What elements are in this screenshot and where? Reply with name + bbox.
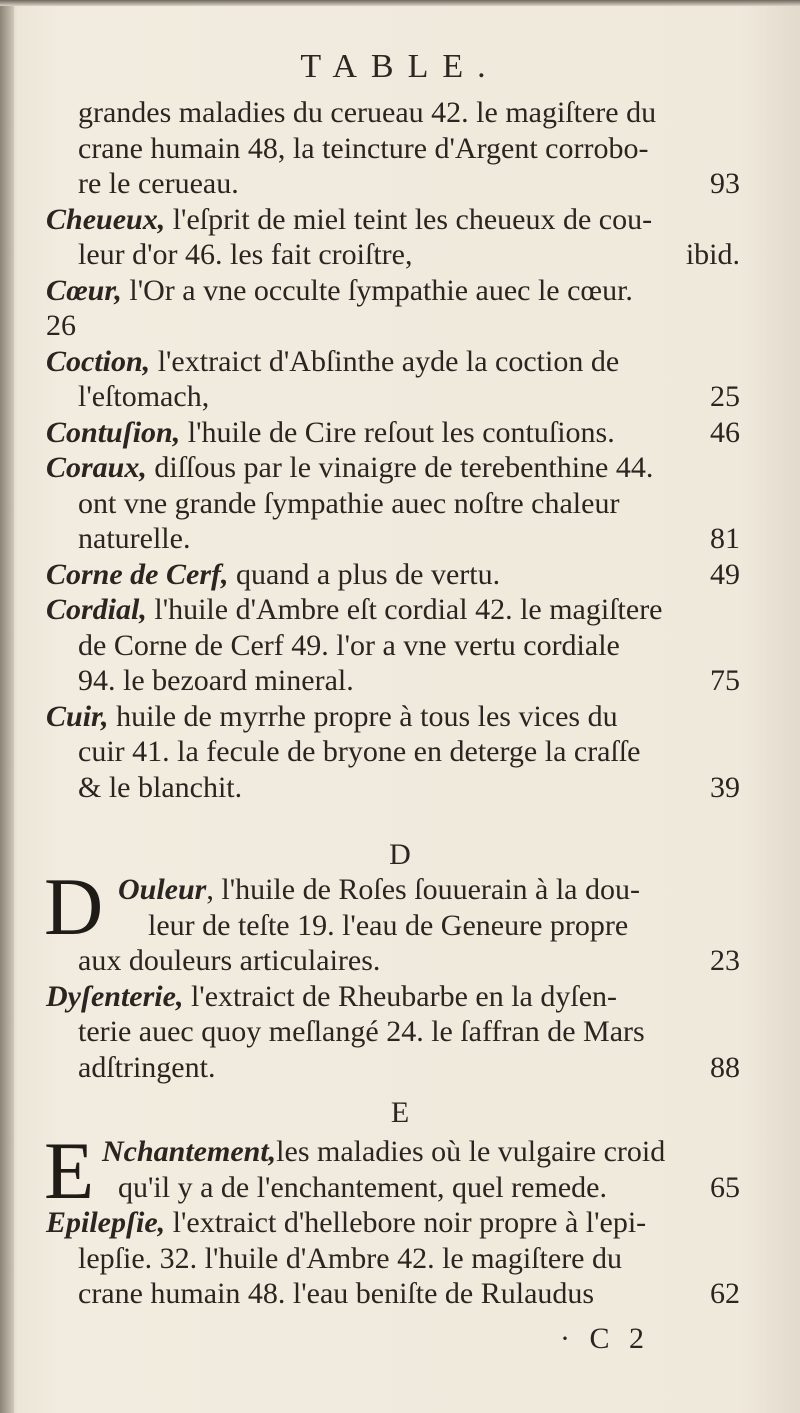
- page-ref: 23: [710, 944, 740, 977]
- headword: Corne de Cerf,: [46, 557, 229, 591]
- headword: Coction,: [46, 344, 151, 378]
- index-line: naturelle. 81: [78, 522, 740, 555]
- index-line: Cœur, l'Or a vne occulte ſympathie auec le cœur.: [46, 273, 633, 307]
- section-letter-e: E: [390, 1096, 410, 1129]
- index-line: ont vne grande ſympathie auec noſtre chaleur: [78, 486, 620, 520]
- page-top-edge: [0, 0, 800, 6]
- section-letter-d: D: [389, 838, 411, 871]
- index-line: terie auec quoy meſlangé 24. le ſaffran de Mars: [78, 1015, 645, 1048]
- page-ref: 81: [710, 522, 740, 555]
- index-line: [46, 308, 740, 344]
- index-line: aux douleurs articulaires. 23: [78, 944, 740, 977]
- headword: Coraux,: [46, 451, 147, 484]
- index-block-e: [46, 1134, 740, 1312]
- headword: Contuſion,: [46, 415, 181, 449]
- index-line: Dyſenterie, l'extraict de Rheubarbe en la dyſen-: [46, 979, 618, 1013]
- page-ref: 46: [710, 415, 740, 449]
- index-block-top: [46, 95, 740, 805]
- page-ref: 49: [710, 557, 740, 591]
- index-block-d: [46, 872, 740, 1085]
- signature-mark: · C 2: [560, 1322, 650, 1355]
- page-ref: 25: [710, 380, 740, 413]
- dropcap-e: E: [44, 1125, 95, 1216]
- page-ref: 62: [710, 1277, 740, 1310]
- index-line: adſtringent. 88: [78, 1050, 740, 1084]
- spine-shadow: [0, 0, 14, 1413]
- page-ref: 39: [710, 770, 740, 804]
- page-ref: 93: [710, 167, 740, 200]
- page-ref: 26: [46, 309, 76, 342]
- index-line: crane humain 48, la teincture d'Argent corrobo-: [78, 131, 649, 165]
- index-line: Nchantement,les maladies où le vulgaire croid: [102, 1135, 666, 1168]
- index-line: Epilepſie, l'extraict d'hellebore noir propre à l'epi-: [46, 1206, 647, 1239]
- page-ref: 65: [710, 1170, 740, 1204]
- index-line: leur d'or 46. les fait croiſtre, ibid.: [78, 238, 740, 271]
- running-header: TABLE.: [300, 48, 500, 85]
- index-line: 94. le bezoard mineral. 75: [78, 664, 740, 697]
- page-ref: 75: [710, 664, 740, 697]
- headword: Cordial,: [46, 593, 147, 626]
- index-line: cuir 41. la fecule de bryone en deterge la craſſe: [78, 735, 641, 768]
- index-line: & le blanchit. 39: [78, 770, 740, 804]
- index-line: de Corne de Cerf 49. l'or a vne vertu cordiale: [78, 628, 620, 662]
- headword: Cuir,: [46, 699, 109, 733]
- headword: Nchantement,: [102, 1135, 277, 1168]
- index-line: crane humain 48. l'eau beniſte de Rulaudus 62: [78, 1277, 740, 1310]
- index-line: grandes maladies du cerueau 42. le magiſtere du: [78, 96, 657, 129]
- headword: Ouleur: [118, 873, 207, 906]
- headword: Cheueux,: [46, 202, 166, 236]
- index-line: Cuir, huile de myrrhe propre à tous les vices du: [46, 699, 618, 733]
- headword: Dyſenterie,: [46, 979, 184, 1013]
- index-line: Cheueux, l'eſprit de miel teint les cheueux de cou-: [46, 202, 653, 236]
- headword: Epilepſie,: [46, 1206, 166, 1239]
- page-ref: 88: [710, 1050, 740, 1084]
- index-line: Coction, l'extraict d'Abſinthe ayde la coction de: [46, 344, 620, 378]
- index-line: l'eſtomach, 25: [78, 380, 740, 413]
- index-line: Cordial, l'huile d'Ambre eſt cordial 42. le magiſtere: [46, 593, 663, 626]
- index-line: Coraux, diſſous par le vinaigre de terebenthine 44.: [46, 451, 654, 484]
- index-line: re le cerueau. 93: [78, 167, 740, 200]
- index-line: leur de teſte 19. l'eau de Geneure propre: [148, 908, 629, 942]
- index-line: Corne de Cerf, quand a plus de vertu. 49: [46, 557, 740, 591]
- page-ref: ibid.: [685, 238, 740, 271]
- headword: Cœur,: [46, 273, 122, 307]
- index-line: Ouleur, l'huile de Roſes ſouuerain à la dou-: [118, 873, 640, 906]
- index-line: Contuſion, l'huile de Cire reſout les contuſions. 46: [46, 415, 740, 449]
- dropcap-d: D: [44, 861, 104, 952]
- index-line: lepſie. 32. l'huile d'Ambre 42. le magiſtere du: [78, 1241, 622, 1275]
- index-line: qu'il y a de l'enchantement, quel remede. 65: [118, 1170, 740, 1204]
